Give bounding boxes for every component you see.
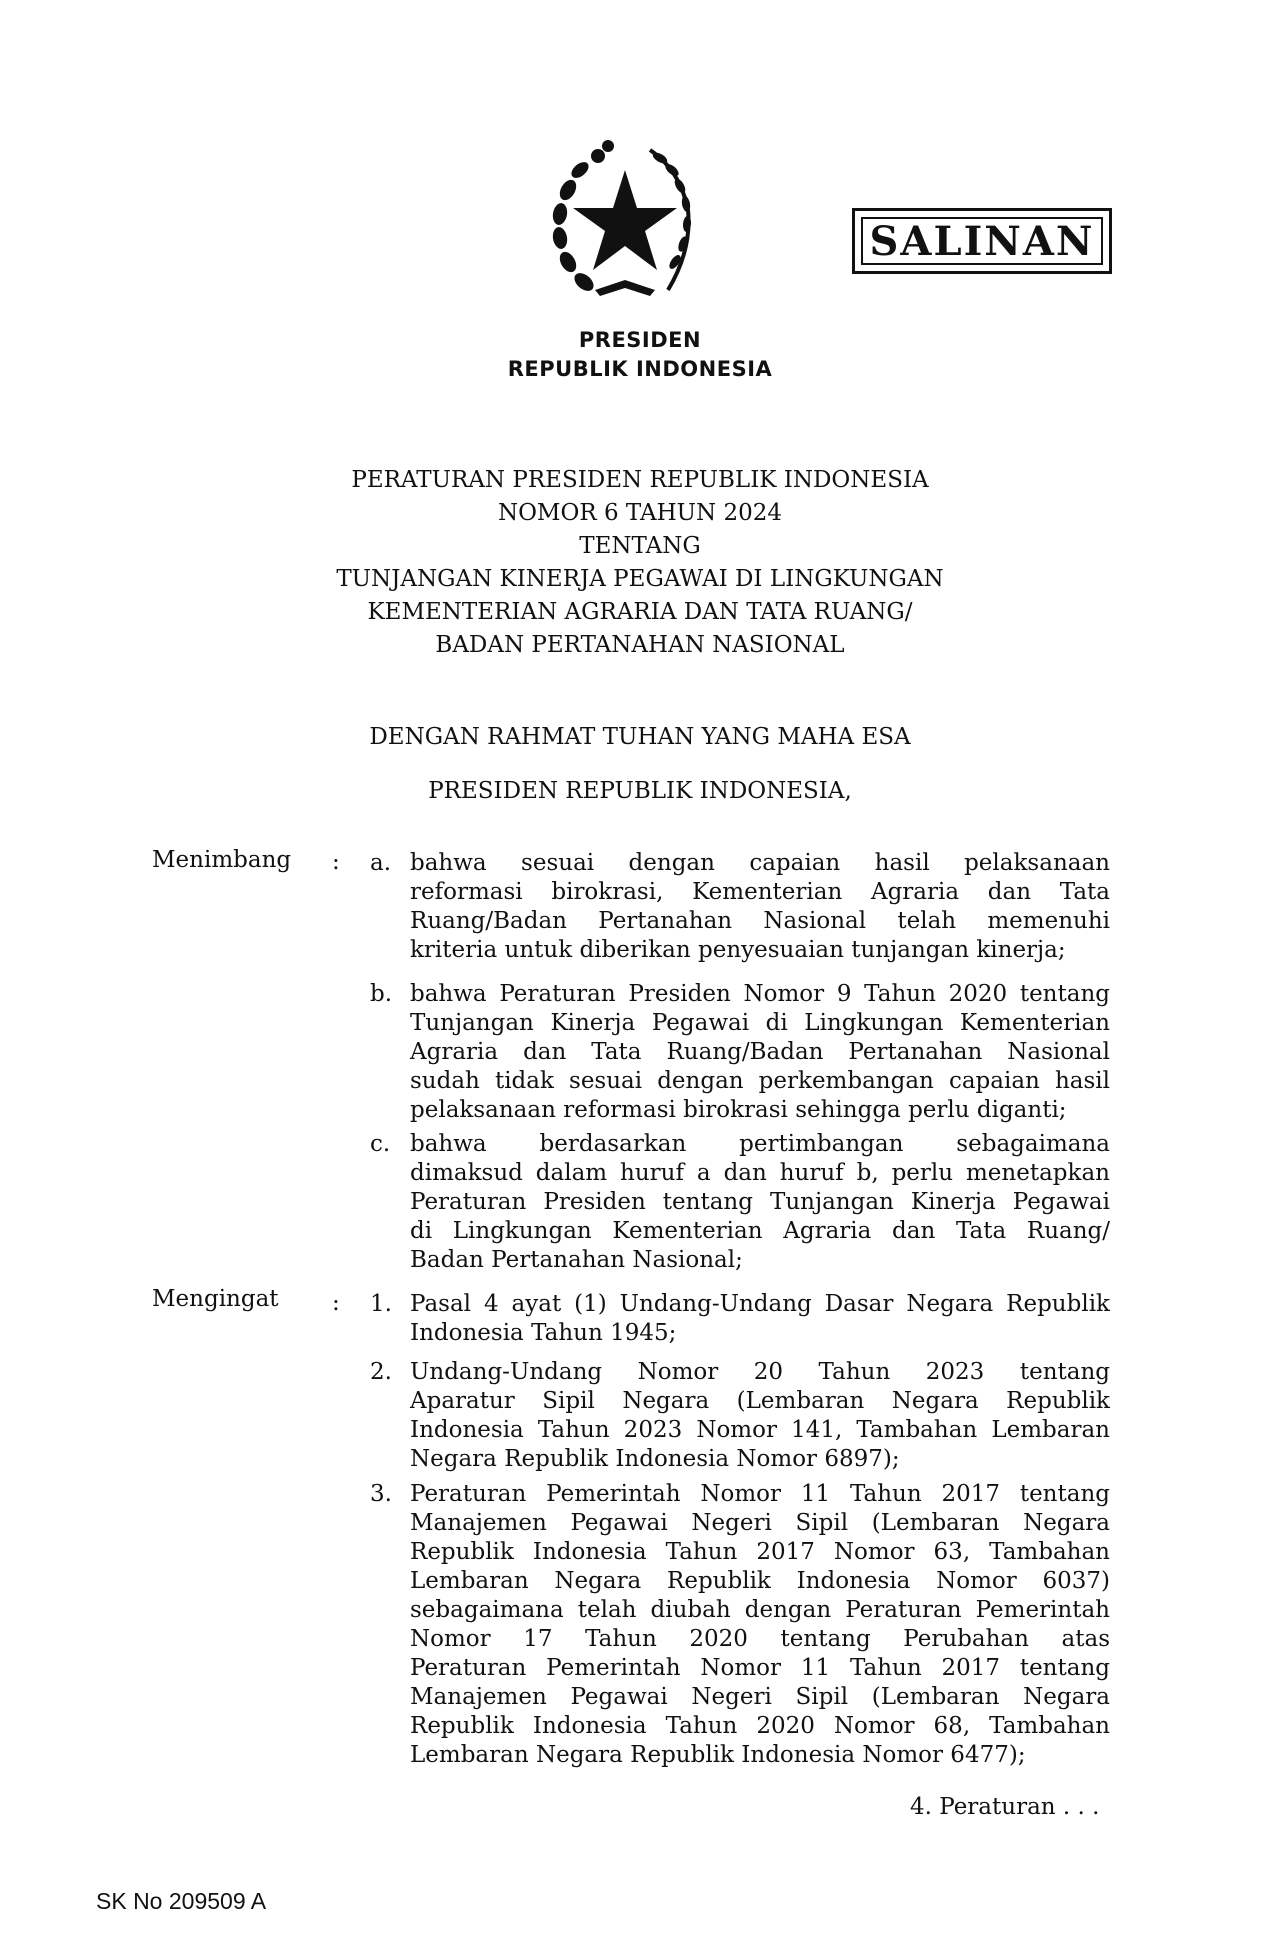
- title-line: TUNJANGAN KINERJA PEGAWAI DI LINGKUNGAN: [336, 566, 944, 592]
- item-line: di Lingkungan Kementerian Agraria dan Tata Ruang/: [410, 1218, 1110, 1244]
- item-line: Ruang/Badan Pertanahan Nasional telah memenuhi: [410, 908, 1110, 934]
- item-line: Pasal 4 ayat (1) Undang-Undang Dasar Negara Republik: [410, 1291, 1110, 1317]
- header-line-1: PRESIDEN: [578, 328, 702, 352]
- item-line: Peraturan Pemerintah Nomor 11 Tahun 2017 tentang: [410, 1655, 1110, 1681]
- mengingat-colon: :: [332, 1290, 340, 1316]
- item-marker: 3.: [370, 1481, 392, 1507]
- item-marker: b.: [370, 981, 393, 1007]
- mengingat-item-3: [370, 1480, 1110, 1770]
- item-line: sudah tidak sesuai dengan perkembangan capaian hasil: [410, 1068, 1110, 1094]
- menimbang-item-a: [370, 849, 1110, 965]
- item-line: Undang-Undang Nomor 20 Tahun 2023 tentang: [410, 1359, 1110, 1385]
- item-line: Republik Indonesia Tahun 2017 Nomor 63, Tambahan: [410, 1539, 1110, 1565]
- item-marker: 1.: [370, 1291, 392, 1317]
- menimbang-colon: :: [332, 849, 340, 875]
- item-line: bahwa Peraturan Presiden Nomor 9 Tahun 2020 tentang: [410, 981, 1110, 1007]
- item-line: Republik Indonesia Tahun 2020 Nomor 68, Tambahan: [410, 1713, 1110, 1739]
- preamble: DENGAN RAHMAT TUHAN YANG MAHA ESA: [369, 724, 911, 750]
- mengingat-item-2: [370, 1358, 1110, 1474]
- item-line: Agraria dan Tata Ruang/Badan Pertanahan Nasional: [410, 1039, 1110, 1065]
- item-line: Badan Pertanahan Nasional;: [410, 1247, 743, 1273]
- item-marker: c.: [370, 1131, 391, 1157]
- item-line: bahwa berdasarkan pertimbangan sebagaimana: [410, 1131, 1110, 1157]
- title-line: PERATURAN PRESIDEN REPUBLIK INDONESIA: [351, 467, 929, 493]
- title-line: BADAN PERTANAHAN NASIONAL: [435, 632, 845, 658]
- item-marker: a.: [370, 850, 392, 876]
- title-line: NOMOR 6 TAHUN 2024: [497, 500, 783, 526]
- item-line: bahwa sesuai dengan capaian hasil pelaksanaan: [410, 850, 1110, 876]
- header-line-2: REPUBLIK INDONESIA: [507, 357, 773, 381]
- menimbang-item-b: [370, 980, 1110, 1125]
- continuation-note: 4. Peraturan . . .: [910, 1794, 1100, 1820]
- item-line: Lembaran Negara Republik Indonesia Nomor 6477);: [410, 1742, 1026, 1768]
- title-line: TENTANG: [579, 533, 701, 559]
- document-title: [200, 464, 1080, 662]
- item-line: Tunjangan Kinerja Pegawai di Lingkungan Kementerian: [410, 1010, 1110, 1036]
- item-line: Indonesia Tahun 1945;: [410, 1320, 677, 1346]
- mengingat-label: Mengingat: [152, 1286, 279, 1312]
- item-line: Aparatur Sipil Negara (Lembaran Negara Republik: [410, 1388, 1110, 1414]
- item-line: Negara Republik Indonesia Nomor 6897);: [410, 1446, 900, 1472]
- item-line: Nomor 17 Tahun 2020 tentang Perubahan atas: [410, 1626, 1110, 1652]
- mengingat-item-1: [370, 1290, 1110, 1348]
- item-line: sebagaimana telah diubah dengan Peraturan Pemerintah: [410, 1597, 1110, 1623]
- item-line: kriteria untuk diberikan penyesuaian tunjangan kinerja;: [410, 937, 1066, 963]
- menimbang-label: Menimbang: [152, 847, 292, 873]
- item-line: Peraturan Pemerintah Nomor 11 Tahun 2017 tentang: [410, 1481, 1110, 1507]
- salinan-stamp: [852, 208, 1112, 274]
- item-line: Lembaran Negara Republik Indonesia Nomor 6037): [410, 1568, 1110, 1594]
- title-line: KEMENTERIAN AGRARIA DAN TATA RUANG/: [367, 599, 913, 625]
- document-code: SK No 209509 A: [96, 1888, 267, 1914]
- item-line: Peraturan Presiden tentang Tunjangan Kinerja Pegawai: [410, 1189, 1110, 1215]
- item-line: Manajemen Pegawai Negeri Sipil (Lembaran Negara: [410, 1510, 1110, 1536]
- item-line: Manajemen Pegawai Negeri Sipil (Lembaran Negara: [410, 1684, 1110, 1710]
- menimbang-item-c: [370, 1130, 1110, 1275]
- salinan-label: SALINAN: [869, 217, 1095, 265]
- item-marker: 2.: [370, 1359, 392, 1385]
- president-heading: PRESIDEN REPUBLIK INDONESIA,: [428, 778, 852, 804]
- item-line: dimaksud dalam huruf a dan huruf b, perlu menetapkan: [410, 1160, 1110, 1186]
- item-line: reformasi birokrasi, Kementerian Agraria dan Tata: [410, 879, 1110, 905]
- item-line: pelaksanaan reformasi birokrasi sehingga perlu diganti;: [410, 1097, 1067, 1123]
- item-line: Indonesia Tahun 2023 Nomor 141, Tambahan Lembaran: [410, 1417, 1110, 1443]
- state-emblem: [540, 130, 710, 310]
